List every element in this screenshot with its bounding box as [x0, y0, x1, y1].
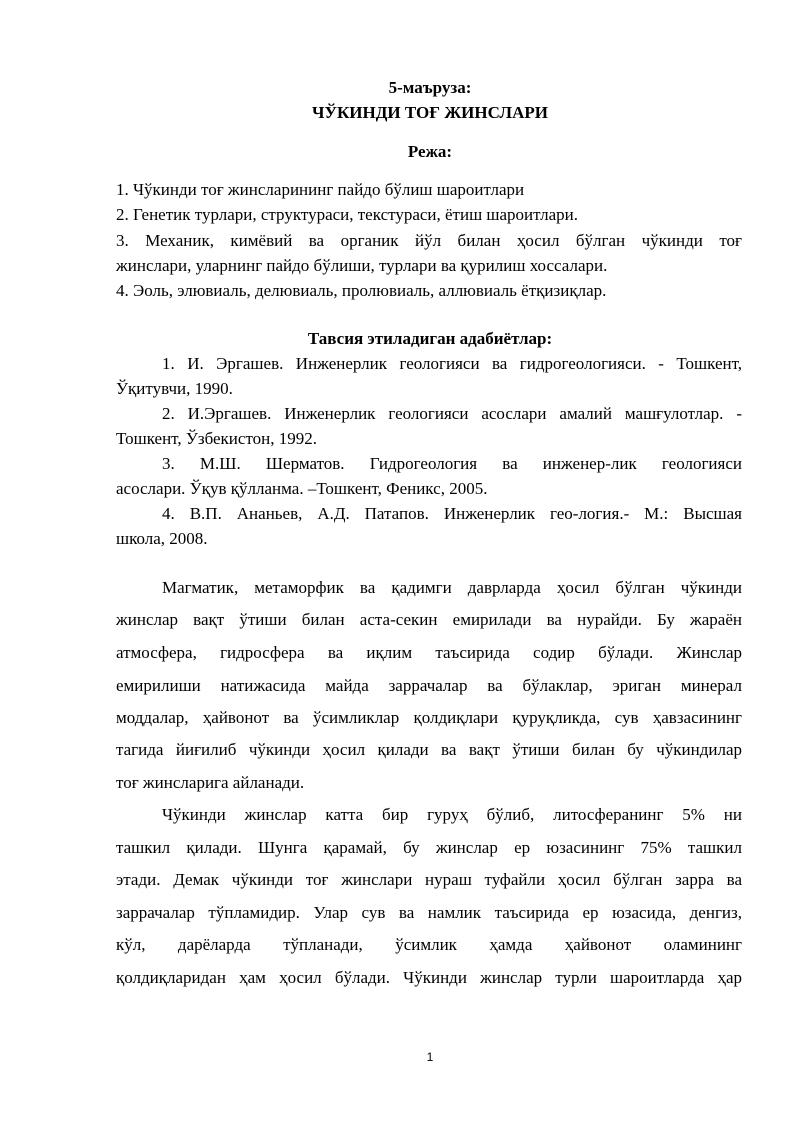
plan-item: 1. Чўкинди тоғ жинсларининг пайдо бўлиш шароитлари	[116, 180, 525, 199]
lecture-number: 5-маъруза:	[388, 78, 472, 97]
reference-item-cont: Ўқитувчи, 1990.	[116, 379, 233, 398]
body-line: ташкил қилади. Шунга қарамай, бу жинслар ер юзасининг 75% ташкил	[116, 838, 742, 857]
plan-item: 2. Генетик турлари, структураси, текстураси, ётиш шароитлари.	[116, 205, 579, 224]
reference-item-cont: Тошкент, Ўзбекистон, 1992.	[116, 429, 318, 448]
reference-item: 3. М.Ш. Шерматов. Гидрогеология ва инженер-лик геологияси	[162, 454, 742, 473]
body-line: емирилиши натижасида майда заррачалар ва бўлаклар, эриган минерал	[116, 676, 742, 695]
body-line: Чўкинди жинслар катта бир гуруҳ бўлиб, литосферанинг 5% ни	[162, 805, 742, 824]
body-line: моддалар, ҳайвонот ва ўсимликлар қолдиқлари қуруқликда, сув ҳавзасининг	[116, 708, 742, 727]
page-title: ЧЎКИНДИ ТОҒ ЖИНСЛАРИ	[312, 103, 548, 122]
body-line: атмосфера, гидросфера ва иқлим таъсирида содир бўлади. Жинслар	[116, 643, 742, 662]
body-line: заррачалар тўпламидир. Улар сув ва намлик таъсирида ер юзасида, денгиз,	[116, 903, 742, 922]
body-line: кўл, дарёларда тўпланади, ўсимлик ҳамда ҳайвонот оламининг	[116, 935, 742, 954]
reference-item-cont: школа, 2008.	[116, 529, 208, 548]
page-number: 1	[426, 1050, 434, 1064]
body-line: жинслар вақт ўтиши билан аста-секин емирилади ва нурайди. Бу жараён	[116, 610, 742, 629]
body-line: этади. Демак чўкинди тоғ жинслари нураш туфайли ҳосил бўлган зарра ва	[116, 870, 742, 889]
plan-item: 4. Эоль, элювиаль, делювиаль, пролювиаль, аллювиаль ётқизиқлар.	[116, 281, 607, 300]
plan-item: 3. Механик, кимёвий ва органик йўл билан ҳосил бўлган чўкинди тоғ	[116, 231, 742, 250]
reference-item: 2. И.Эргашев. Инженерлик геологияси асослари амалий машғулотлар. -	[162, 404, 742, 423]
body-line: тагида йиғилиб чўкинди ҳосил қилади ва вақт ўтиши билан бу чўкиндилар	[116, 740, 742, 759]
reference-item: 4. В.П. Ананьев, А.Д. Патапов. Инженерлик гео-логия.- М.: Высшая	[162, 504, 742, 523]
body-line: Магматик, метаморфик ва қадимги даврларда ҳосил бўлган чўкинди	[162, 578, 742, 597]
plan-item: жинслари, уларнинг пайдо бўлиши, турлари ва қурилиш хоссалари.	[116, 256, 608, 275]
reference-item-cont: асослари. Ўқув қўлланма. –Тошкент, Феникс, 2005.	[116, 479, 488, 498]
plan-heading: Режа:	[407, 142, 453, 161]
body-line: тоғ жинсларига айланади.	[116, 773, 305, 792]
reference-item: 1. И. Эргашев. Инженерлик геологияси ва гидрогеологияси. - Тошкент,	[162, 354, 742, 373]
body-line: қолдиқларидан ҳам ҳосил бўлади. Чўкинди жинслар турли шароитларда ҳар	[116, 968, 742, 987]
references-heading: Тавсия этиладиган адабиётлар:	[307, 329, 553, 348]
